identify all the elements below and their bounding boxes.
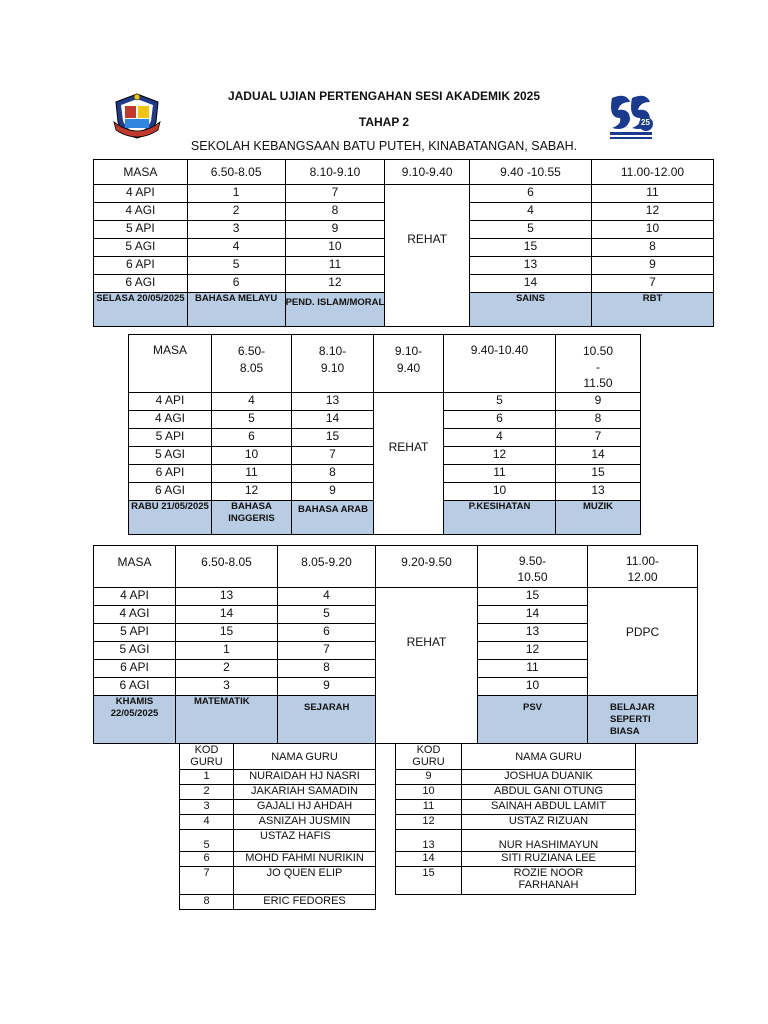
exam-table-tuesday bbox=[93, 159, 714, 327]
break-cell: REHAT bbox=[385, 185, 470, 293]
code-cell: 14 bbox=[470, 275, 592, 293]
code-cell: 13 bbox=[176, 588, 278, 606]
class-cell: 6 API bbox=[129, 465, 212, 483]
subject-cell: RBT bbox=[591, 293, 713, 327]
subject-cell: BAHASA ARAB bbox=[292, 501, 374, 535]
code-cell: 10 bbox=[591, 221, 713, 239]
table-row bbox=[180, 830, 376, 852]
class-cell: 5 API bbox=[94, 624, 176, 642]
table-header-row bbox=[94, 160, 714, 185]
code-cell: 13 bbox=[396, 830, 462, 852]
code-cell: 10 bbox=[285, 239, 385, 257]
code-cell: 11 bbox=[212, 465, 292, 483]
table-row bbox=[396, 770, 636, 785]
table-row bbox=[396, 815, 636, 830]
header-cell: 11.00- 12.00 bbox=[588, 546, 698, 588]
code-cell: 6 bbox=[187, 275, 285, 293]
code-cell: 15 bbox=[176, 624, 278, 642]
name-cell: SITI RUZIANA LEE bbox=[462, 852, 636, 867]
header-cell: 11.00-12.00 bbox=[591, 160, 713, 185]
class-cell: 4 API bbox=[129, 393, 212, 411]
header-cell: 6.50-8.05 bbox=[176, 546, 278, 588]
header-cell: NAMA GURU bbox=[462, 744, 636, 770]
code-cell: 14 bbox=[176, 606, 278, 624]
code-cell: 11 bbox=[285, 257, 385, 275]
code-cell: 4 bbox=[444, 429, 556, 447]
header-cell: 9.20-9.50 bbox=[376, 546, 478, 588]
header-cell: 6.50- 8.05 bbox=[212, 335, 292, 393]
header-cell: 9.40 -10.55 bbox=[470, 160, 592, 185]
header-cell: 9.40-10.40 bbox=[444, 335, 556, 393]
code-cell: 9 bbox=[285, 221, 385, 239]
subject-cell: SAINS bbox=[470, 293, 592, 327]
table-header-row bbox=[129, 335, 641, 393]
code-cell: 11 bbox=[444, 465, 556, 483]
code-cell: 8 bbox=[556, 411, 641, 429]
code-cell: 10 bbox=[478, 678, 588, 696]
code-cell: 9 bbox=[396, 770, 462, 785]
code-cell: 4 bbox=[180, 815, 234, 830]
class-cell: 4 AGI bbox=[94, 203, 188, 221]
code-cell: 15 bbox=[470, 239, 592, 257]
code-cell: 8 bbox=[591, 239, 713, 257]
code-cell: 12 bbox=[396, 815, 462, 830]
code-cell: 3 bbox=[180, 800, 234, 815]
name-cell: ERIC FEDORES bbox=[234, 895, 376, 910]
code-cell: 1 bbox=[180, 770, 234, 785]
subject-cell: SEJARAH bbox=[278, 696, 376, 744]
code-cell: 6 bbox=[180, 852, 234, 867]
code-cell: 12 bbox=[478, 642, 588, 660]
code-cell: 2 bbox=[176, 660, 278, 678]
empty-cell bbox=[374, 501, 444, 535]
code-cell: 4 bbox=[470, 203, 592, 221]
code-cell: 4 bbox=[278, 588, 376, 606]
class-cell: 5 AGI bbox=[129, 447, 212, 465]
exam-table-thursday bbox=[93, 545, 698, 744]
class-cell: 4 API bbox=[94, 185, 188, 203]
code-cell: 1 bbox=[176, 642, 278, 660]
code-cell: 6 bbox=[470, 185, 592, 203]
name-cell: JOSHUA DUANIK bbox=[462, 770, 636, 785]
table-header-row bbox=[180, 744, 376, 770]
code-cell: 3 bbox=[187, 221, 285, 239]
code-cell: 15 bbox=[292, 429, 374, 447]
class-cell: 6 API bbox=[94, 660, 176, 678]
header-cell: 9.50- 10.50 bbox=[478, 546, 588, 588]
header-cell: KOD GURU bbox=[396, 744, 462, 770]
code-cell: 10 bbox=[212, 447, 292, 465]
code-cell: 5 bbox=[470, 221, 592, 239]
subject-cell: BAHASA INGGERIS bbox=[212, 501, 292, 535]
pdpc-cell: PDPC bbox=[588, 588, 698, 696]
table-row bbox=[180, 800, 376, 815]
code-cell: 5 bbox=[212, 411, 292, 429]
date-cell: KHAMIS 22/05/2025 bbox=[94, 696, 176, 744]
table-row bbox=[180, 770, 376, 785]
header-cell: 8.10-9.10 bbox=[285, 160, 385, 185]
table-row bbox=[396, 852, 636, 867]
code-cell: 13 bbox=[556, 483, 641, 501]
table-header-row bbox=[94, 546, 698, 588]
code-cell: 14 bbox=[396, 852, 462, 867]
code-cell: 9 bbox=[591, 257, 713, 275]
code-cell: 15 bbox=[396, 867, 462, 895]
name-cell: MOHD FAHMI NURIKIN bbox=[234, 852, 376, 867]
table-row bbox=[180, 895, 376, 910]
name-cell: ABDUL GANI OTUNG bbox=[462, 785, 636, 800]
subject-cell: MATEMATIK bbox=[176, 696, 278, 744]
table-row bbox=[180, 785, 376, 800]
empty-cell bbox=[385, 293, 470, 327]
header-cell: 9.10-9.40 bbox=[385, 160, 470, 185]
header-cell: 8.10- 9.10 bbox=[292, 335, 374, 393]
code-cell: 7 bbox=[556, 429, 641, 447]
date-cell: SELASA 20/05/2025 bbox=[94, 293, 188, 327]
code-cell: 8 bbox=[278, 660, 376, 678]
subject-cell: PEND. ISLAM/MORAL bbox=[285, 293, 385, 327]
name-cell: GAJALI HJ AHDAH bbox=[234, 800, 376, 815]
class-cell: 4 AGI bbox=[129, 411, 212, 429]
code-cell: 13 bbox=[478, 624, 588, 642]
code-cell: 7 bbox=[278, 642, 376, 660]
class-cell: 6 AGI bbox=[94, 678, 176, 696]
class-cell: 6 API bbox=[94, 257, 188, 275]
name-cell: JO QUEN ELIP bbox=[234, 867, 376, 895]
table-row bbox=[180, 852, 376, 867]
subject-row bbox=[94, 696, 698, 744]
stage-title: TAHAP 2 bbox=[358, 115, 410, 129]
class-cell: 5 AGI bbox=[94, 239, 188, 257]
code-cell: 11 bbox=[396, 800, 462, 815]
break-cell: REHAT bbox=[374, 393, 444, 501]
name-cell: ROZIE NOOR FARHANAH bbox=[462, 867, 636, 895]
code-cell: 12 bbox=[444, 447, 556, 465]
name-cell: NURAIDAH HJ NASRI bbox=[234, 770, 376, 785]
code-cell: 5 bbox=[187, 257, 285, 275]
class-cell: 6 AGI bbox=[129, 483, 212, 501]
header-cell: NAMA GURU bbox=[234, 744, 376, 770]
code-cell: 11 bbox=[478, 660, 588, 678]
school-name: SEKOLAH KEBANGSAAN BATU PUTEH, KINABATANGAN, SABAH. bbox=[190, 139, 578, 153]
code-cell: 5 bbox=[444, 393, 556, 411]
code-cell: 8 bbox=[285, 203, 385, 221]
code-cell: 5 bbox=[278, 606, 376, 624]
code-cell: 9 bbox=[292, 483, 374, 501]
code-cell: 13 bbox=[470, 257, 592, 275]
code-cell: 9 bbox=[278, 678, 376, 696]
subject-row bbox=[129, 501, 641, 535]
code-cell: 10 bbox=[444, 483, 556, 501]
name-cell: ASNIZAH JUSMIN bbox=[234, 815, 376, 830]
class-cell: 5 API bbox=[129, 429, 212, 447]
break-cell: REHAT bbox=[376, 588, 478, 696]
class-cell: 5 API bbox=[94, 221, 188, 239]
table-row bbox=[180, 815, 376, 830]
header-cell: MASA bbox=[129, 335, 212, 393]
header-cell: MASA bbox=[94, 546, 176, 588]
code-cell: 3 bbox=[176, 678, 278, 696]
exam-table-wednesday bbox=[128, 334, 641, 535]
class-cell: 4 AGI bbox=[94, 606, 176, 624]
code-cell: 2 bbox=[187, 203, 285, 221]
code-cell: 6 bbox=[444, 411, 556, 429]
code-cell: 14 bbox=[556, 447, 641, 465]
subject-cell: BAHASA MELAYU bbox=[187, 293, 285, 327]
name-cell: NUR HASHIMAYUN bbox=[462, 830, 636, 852]
code-cell: 15 bbox=[478, 588, 588, 606]
header-cell: KOD GURU bbox=[180, 744, 234, 770]
name-cell: USTAZ HAFIS bbox=[234, 830, 376, 852]
code-cell: 8 bbox=[292, 465, 374, 483]
date-cell: RABU 21/05/2025 bbox=[129, 501, 212, 535]
header-cell: 8.05-9.20 bbox=[278, 546, 376, 588]
code-cell: 10 bbox=[396, 785, 462, 800]
subject-row bbox=[94, 293, 714, 327]
class-cell: 5 AGI bbox=[94, 642, 176, 660]
class-cell: 4 API bbox=[94, 588, 176, 606]
table-header-row bbox=[396, 744, 636, 770]
class-cell: 6 AGI bbox=[94, 275, 188, 293]
code-cell: 4 bbox=[212, 393, 292, 411]
table-row bbox=[396, 800, 636, 815]
code-cell: 12 bbox=[285, 275, 385, 293]
table-row bbox=[129, 393, 641, 411]
code-cell: 12 bbox=[212, 483, 292, 501]
empty-cell bbox=[376, 696, 478, 744]
code-cell: 14 bbox=[292, 411, 374, 429]
document-title: JADUAL UJIAN PERTENGAHAN SESI AKADEMIK 2025 bbox=[227, 89, 541, 103]
teacher-code-table-left bbox=[179, 743, 376, 910]
code-cell: 2 bbox=[180, 785, 234, 800]
logo-number: 25 bbox=[641, 118, 650, 127]
header-cell: 10.50 - 11.50 bbox=[556, 335, 641, 393]
code-cell: 12 bbox=[591, 203, 713, 221]
header-cell: 6.50-8.05 bbox=[187, 160, 285, 185]
code-cell: 7 bbox=[180, 867, 234, 895]
code-cell: 6 bbox=[212, 429, 292, 447]
subject-cell: MUZIK bbox=[556, 501, 641, 535]
code-cell: 5 bbox=[180, 830, 234, 852]
code-cell: 8 bbox=[180, 895, 234, 910]
code-cell: 7 bbox=[285, 185, 385, 203]
code-cell: 6 bbox=[278, 624, 376, 642]
header-cell: 9.10- 9.40 bbox=[374, 335, 444, 393]
table-row bbox=[396, 830, 636, 852]
subject-cell: P.KESIHATAN bbox=[444, 501, 556, 535]
table-row bbox=[180, 867, 376, 895]
table-row bbox=[396, 867, 636, 895]
teacher-code-table-right bbox=[395, 743, 636, 895]
name-cell: USTAZ RIZUAN bbox=[462, 815, 636, 830]
table-row bbox=[94, 588, 698, 606]
subject-cell: PSV bbox=[478, 696, 588, 744]
code-cell: 11 bbox=[591, 185, 713, 203]
table-row bbox=[396, 785, 636, 800]
code-cell: 7 bbox=[591, 275, 713, 293]
subject-cell: BELAJAR SEPERTI BIASA bbox=[588, 696, 698, 744]
code-cell: 1 bbox=[187, 185, 285, 203]
code-cell: 13 bbox=[292, 393, 374, 411]
table-row bbox=[94, 185, 714, 203]
code-cell: 7 bbox=[292, 447, 374, 465]
code-cell: 9 bbox=[556, 393, 641, 411]
code-cell: 14 bbox=[478, 606, 588, 624]
code-cell: 4 bbox=[187, 239, 285, 257]
code-cell: 15 bbox=[556, 465, 641, 483]
name-cell: JAKARIAH SAMADIN bbox=[234, 785, 376, 800]
header-cell: MASA bbox=[94, 160, 188, 185]
name-cell: SAINAH ABDUL LAMIT bbox=[462, 800, 636, 815]
